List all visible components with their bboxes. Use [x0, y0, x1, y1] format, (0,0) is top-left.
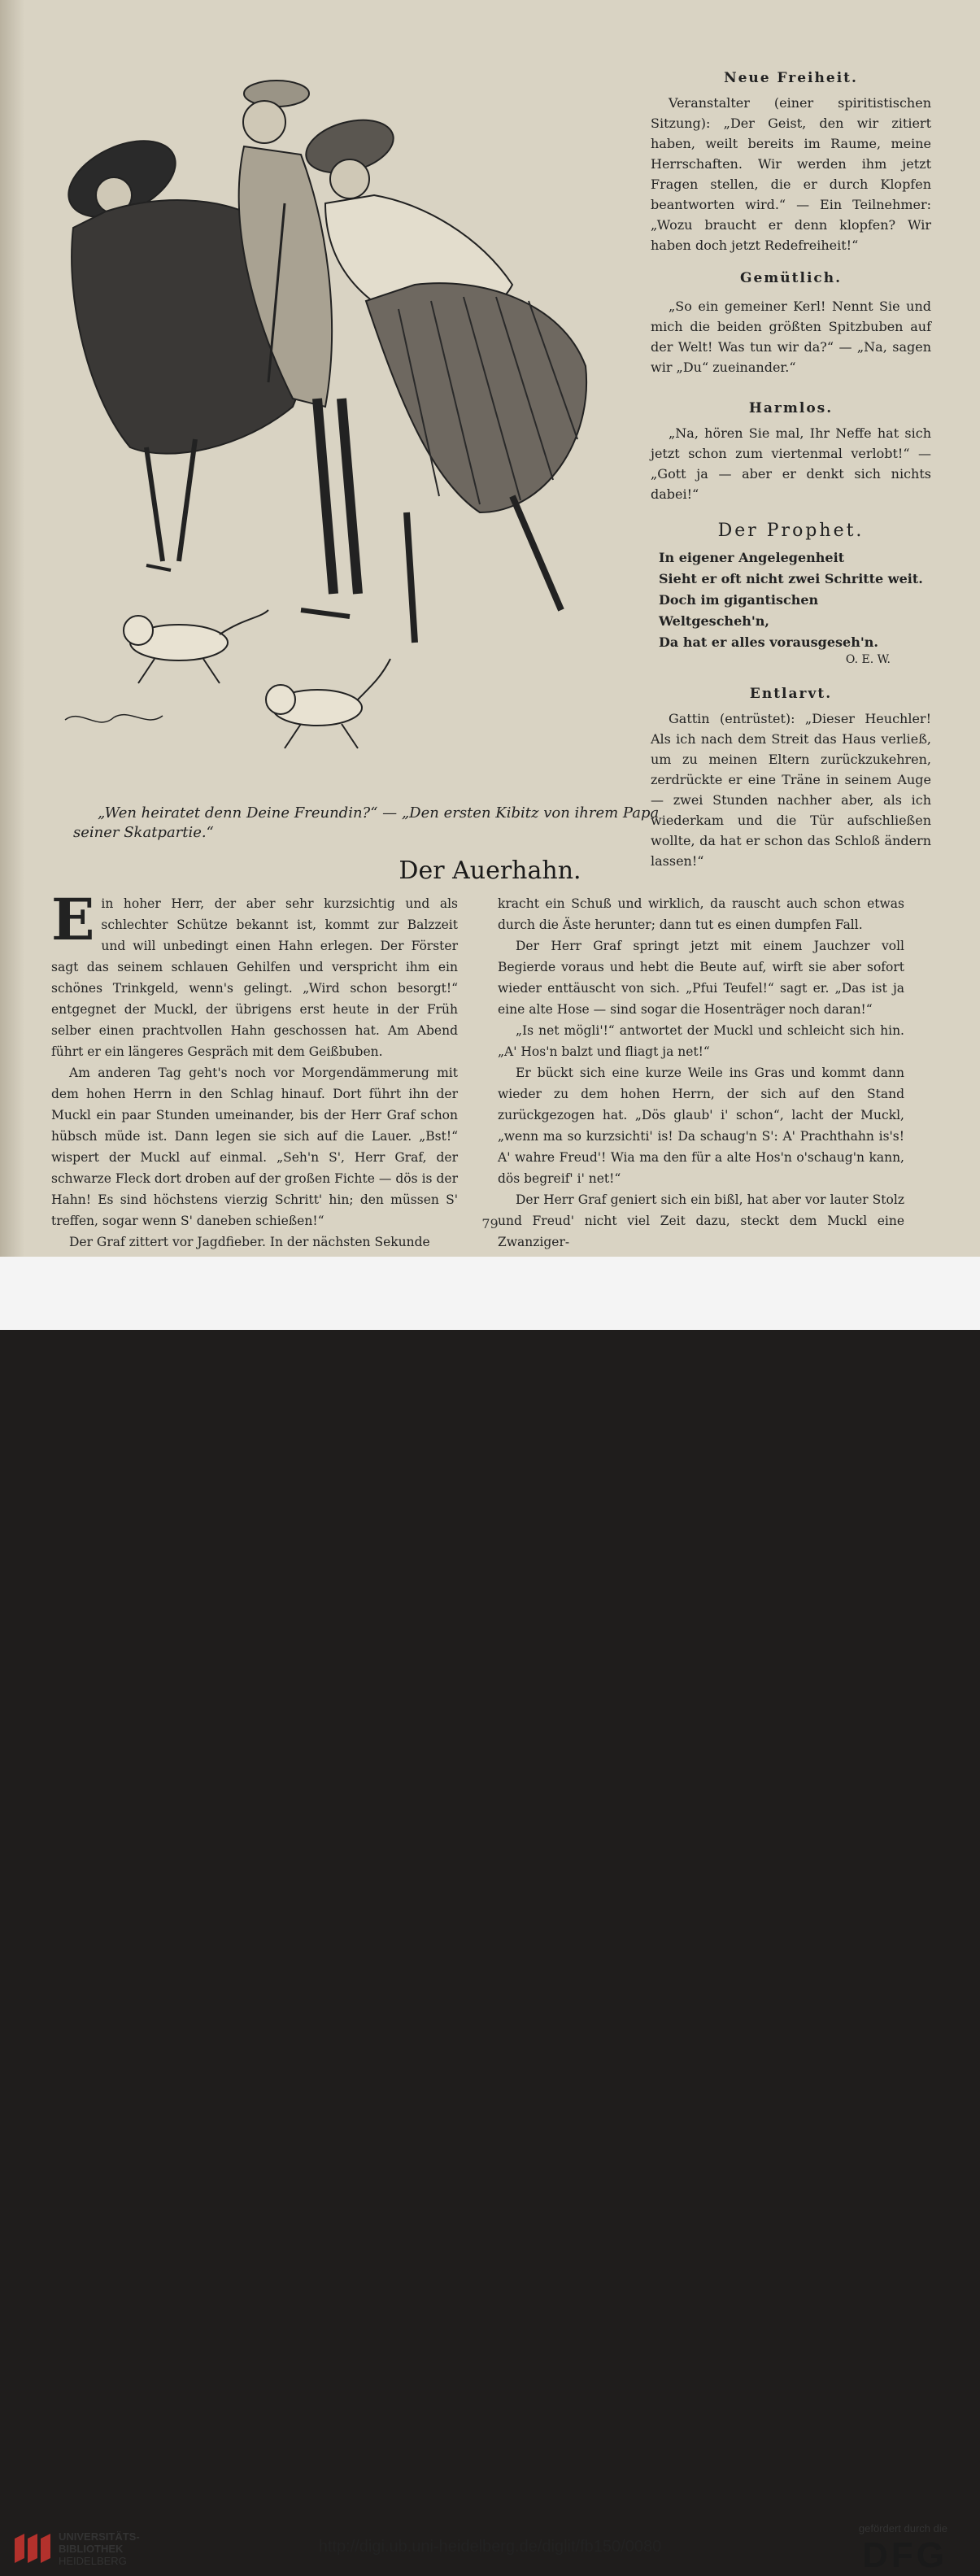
- caption-line-2: seiner Skatpartie.“: [73, 824, 214, 841]
- library-name: UNIVERSITÄTS- BIBLIOTHEK HEIDELBERG: [59, 2530, 140, 2567]
- sidebar-column: [651, 62, 931, 871]
- dfg-logo: DFG: [862, 2535, 947, 2575]
- story-column-left: [51, 886, 458, 1253]
- illustration: [57, 57, 659, 789]
- drop-cap: E: [51, 886, 95, 953]
- funded-by-label: gefördert durch die: [858, 2522, 947, 2535]
- story-paragraph: Der Herr Graf springt jetzt mit einem Jauchzer voll Begierde voraus und hebt die Beute auf, wirft sie aber sofort wieder enttäuscht von sich. „Pfui Teufel!“ sagt er. „Das ist ja eine alte Hose — sind sogar die Hosenträger noch daran!“: [498, 939, 904, 1017]
- poem-line: Sieht er oft nicht zwei Schritte weit.: [659, 571, 923, 586]
- section-body-harmlos: „Na, hören Sie mal, Ihr Neffe hat sich jetzt schon zum viertenmal verlobt!“ — „Gott ja — aber er denkt sich nichts dabei!“: [651, 425, 931, 502]
- story-paragraph: Er bückt sich eine kurze Weile ins Gras und kommt dann wieder zu dem hohen Herrn, der sich auf den Stand zurückgezogen hat. „Dös glaub' i' schon“, lacht der Muckl, „wenn ma so kurzsichti' is! Da schaug'n S': A' Prachthahn is's! A' wahre Freud'! Wia ma den für a alte Hos'n o'schaug'n kann, dös begreif' i' net!“: [498, 1066, 904, 1186]
- section-title-prophet: Der Prophet.: [717, 521, 865, 541]
- section-body-gemuetlich: „So ein gemeiner Kerl! Nennt Sie und mich die beiden größten Spitzbuben auf der Welt! Was tun wir da?“ — „Na, sagen wir „Du“ zueinander.“: [651, 299, 931, 375]
- page-gutter-shadow: [0, 0, 24, 1257]
- section-title-entlarvt: Entlarvt.: [749, 686, 833, 702]
- permalink-url[interactable]: http://digi.ub.uni-heidelberg.de/diglit/fb150/0080: [318, 2538, 662, 2556]
- story-paragraph: Ein hoher Herr, der aber sehr kurzsichtig und als schlechter Schütze bekannt ist, kommt zur Balzzeit und will unbedingt einen Hahn erlegen. Der Förster sagt das seinem schlauen Gehilfen und verspricht ihm ein schönes Trinkgeld, wenn's gelingt. „Wird schon besorgt!“ entgegnet der Muckl, der übrigens erst heute in der Früh selber einen prachtvollen Hahn geschossen hat. Am Abend führt er ein längeres Gespräch mit dem Geißbuben.: [51, 886, 458, 1059]
- caption-line-1: „Wen heiratet denn Deine Freundin?“ — „Den ersten Kibitz von ihrem Papa: [98, 804, 660, 822]
- scanned-page: [0, 0, 980, 1257]
- story-paragraph: Der Herr Graf geniert sich ein bißl, hat aber vor lauter Stolz und Freud' nicht viel Zeit dazu, steckt dem Muckl eine Zwanziger-: [498, 1192, 904, 1249]
- story-paragraph: Am anderen Tag geht's noch vor Morgendämmerung mit dem hohen Herrn in den Schlag hinauf. Dort führt ihn der Muckl ein paar Stunden umeinander, bis der Herr Graf schon hübsch müde ist. Dann legen sie sich auf die Lauer. „Bst!“ wispert der Muckl auf einmal. „Seh'n S', Herr Graf, der schwarze Fleck dort droben auf der großen Fichte — dös is der Hahn! Es sind höchstens vierzig Schritt' hin; den müssen S' treffen, sogar wenn S' daneben schießen!“: [51, 1066, 458, 1228]
- section-body-neue-freiheit: Veranstalter (einer spiritistischen Sitzung): „Der Geist, den wir zitiert haben, weilt bereits im Raume, meine Herrschaften. Wir werden ihm jetzt Fragen stellen, die er durch Klopfen beantworten wird.“ — Ein Teilnehmer: „Wozu braucht er denn klopfen? Wir haben doch jetzt Redefreiheit!“: [651, 95, 931, 253]
- poem-line: In eigener Angelegenheit: [659, 550, 845, 565]
- poem-line: Doch im gigantischen Weltgescheh'n,: [659, 592, 819, 629]
- story-title: Der Auerhahn.: [399, 856, 581, 885]
- poem-signature: O. E. W.: [845, 653, 891, 666]
- page-number: 79: [481, 1216, 499, 1231]
- story-paragraph: Der Graf zittert vor Jagdfieber. In der nächsten Sekunde: [69, 1235, 430, 1249]
- section-title-harmlos: Harmlos.: [748, 400, 834, 416]
- poem: [659, 547, 931, 653]
- section-title-neue-freiheit: Neue Freiheit.: [724, 70, 858, 86]
- poem-line: Da hat er alles vorausgeseh'n.: [659, 634, 878, 650]
- section-title-gemuetlich: Gemütlich.: [739, 270, 843, 286]
- section-body-entlarvt: Gattin (entrüstet): „Dieser Heuchler! Als ich nach dem Streit das Haus verließ, um zu meinen Eltern zurückzukehren, zerdrückte er eine Träne in seinem Auge — zwei Stunden nachher aber, als ich wiederkam und die Tür aufschließen wollte, da hat er schon das Schloß ändern lassen!“: [651, 711, 931, 869]
- story-column-right: [498, 893, 904, 1253]
- story-paragraph: kracht ein Schuß und wirklich, da rauscht auch schon etwas durch die Äste herunter; dann tut es einen dumpfen Fall.: [498, 896, 904, 932]
- footer-bar: [0, 1257, 980, 2575]
- story-paragraph: „Is net mögli'!“ antwortet der Muckl und schleicht sich hin. „A' Hos'n balzt und fliagt ja net!“: [498, 1023, 904, 1059]
- illustration-caption: [73, 804, 667, 843]
